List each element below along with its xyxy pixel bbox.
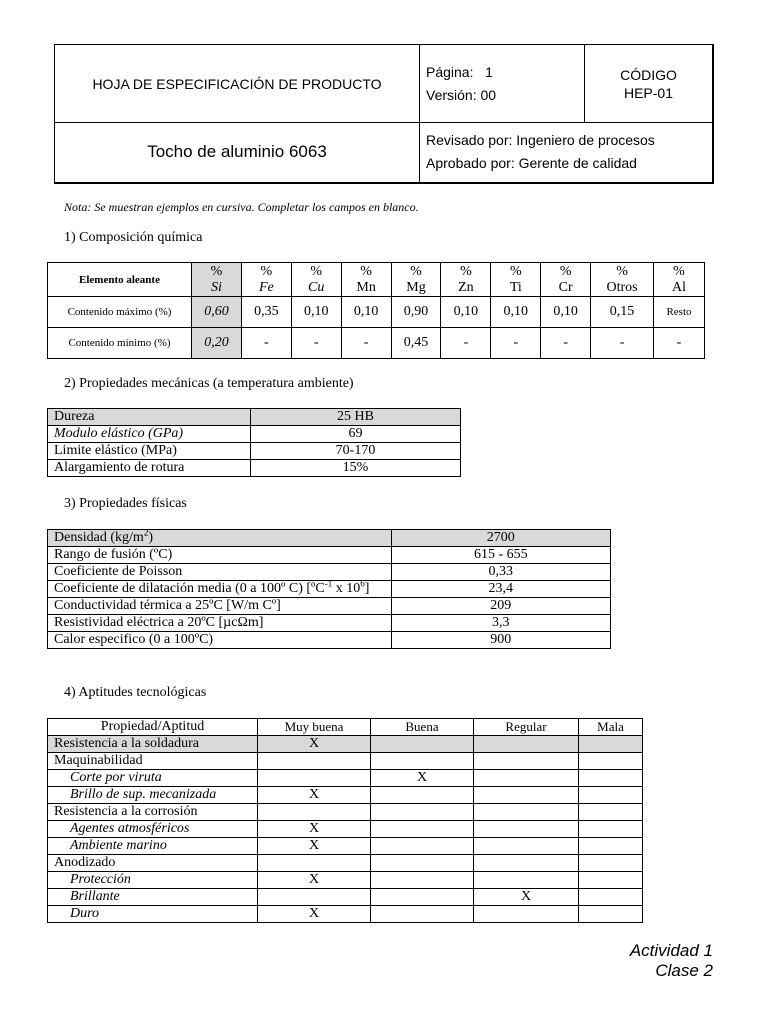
composition-table [47, 262, 705, 359]
mechanical-value: 69 [251, 426, 461, 443]
min-value-otros: - [591, 328, 654, 359]
physical-label: Densidad $(kg/m^2)$ [48, 530, 392, 547]
aptitude-mark: X [258, 736, 371, 753]
aptitude-mark [474, 855, 579, 872]
aptitude-label: Protección [48, 872, 258, 889]
aptitude-mark [371, 736, 474, 753]
aptitudes-header-cell: Mala [579, 719, 643, 736]
element-header-ti [491, 263, 541, 297]
aptitude-mark [579, 753, 643, 770]
min-value-mg: 0,45 [391, 328, 441, 359]
aptitude-mark [258, 753, 371, 770]
physical-value: 23,4 [391, 581, 610, 598]
element-symbol: Mn [356, 279, 376, 295]
aptitude-mark [579, 838, 643, 855]
physical-value: 615 - 655 [391, 547, 610, 564]
footer-activity: Actividad 1 [629, 941, 713, 960]
physical-row [48, 632, 611, 649]
element-header-otros [591, 263, 654, 297]
superscript: 2 [143, 527, 149, 538]
min-value-al: - [653, 328, 704, 359]
aptitude-label: Resistencia a la soldadura [48, 736, 258, 753]
max-value-cu: 0,10 [291, 297, 341, 328]
aptitudes-header-cell: Propiedad/Aptitud [48, 719, 258, 736]
aptitude-row [48, 872, 643, 889]
min-value-ti: - [491, 328, 541, 359]
min-value-cu: - [291, 328, 341, 359]
aptitude-label: Maquinabilidad [48, 753, 258, 770]
superscript: -1 [324, 578, 333, 589]
aptitude-mark [474, 838, 579, 855]
aptitude-mark [371, 821, 474, 838]
max-value-otros: 0,15 [591, 297, 654, 328]
physical-row [48, 598, 611, 615]
header-table [54, 44, 714, 184]
mechanical-label: Alargamiento de rotura [48, 460, 251, 477]
mechanical-label: Limite elástico (MPa) [48, 443, 251, 460]
aptitude-row [48, 821, 643, 838]
element-header-mg [391, 263, 441, 297]
mechanical-row [48, 460, 461, 477]
aptitude-mark: X [258, 872, 371, 889]
aptitudes-header-cell: Muy buena [258, 719, 371, 736]
physical-label: Coeficiente de dilatación media (0 a 100º C) [ºC$^{-1}$ x $10^6$] [48, 581, 392, 598]
note-text: Nota: Se muestran ejemplos en cursiva. Completar los campos en blanco. [64, 200, 419, 214]
aptitude-mark: X [371, 770, 474, 787]
aptitude-mark: X [258, 906, 371, 923]
physical-table [47, 529, 611, 649]
max-value-fe: 0,35 [241, 297, 291, 328]
aptitude-mark: X [258, 787, 371, 804]
min-value-cr: - [541, 328, 591, 359]
aptitudes-header-cell: Regular [474, 719, 579, 736]
aptitude-mark [474, 821, 579, 838]
aptitude-label: Brillo de sup. mecanizada [48, 787, 258, 804]
percent-sign: % [260, 263, 273, 279]
aptitudes-table [47, 718, 643, 923]
aptitude-row [48, 889, 643, 906]
percent-sign: % [460, 263, 472, 279]
physical-row [48, 547, 611, 564]
aptitudes-header-row [48, 719, 643, 736]
aptitude-mark [579, 787, 643, 804]
mechanical-label: Dureza [48, 409, 251, 426]
page-label: Página: [426, 63, 474, 80]
aptitudes-header-cell: Buena [371, 719, 474, 736]
physical-label: Resistividad eléctrica a 20ºC [µcΩm] [48, 615, 392, 632]
physical-value: 0,33 [391, 564, 610, 581]
review-cell [420, 123, 714, 183]
element-header-al [653, 263, 704, 297]
composition-header-label: Elemento aleante [48, 263, 192, 297]
mechanical-label: Modulo elástico (GPa) [48, 426, 251, 443]
physical-label: Rango de fusión (ºC) [48, 547, 392, 564]
aptitude-mark [474, 872, 579, 889]
document-title: HOJA DE ESPECIFICACIÓN DE PRODUCTO [55, 45, 420, 123]
max-value-zn: 0,10 [441, 297, 491, 328]
reviewed-by: Revisado por: Ingeniero de procesos [426, 132, 655, 149]
superscript: 6 [360, 578, 365, 589]
aptitude-row [48, 906, 643, 923]
percent-sign: % [559, 263, 572, 279]
aptitude-mark [371, 838, 474, 855]
aptitude-label: Resistencia a la corrosión [48, 804, 258, 821]
physical-label: Calor especifico (0 a 100ºC) [48, 632, 392, 649]
physical-row [48, 530, 611, 547]
version-label: Versión: 00 [426, 86, 497, 103]
element-header-si [192, 263, 242, 297]
aptitude-mark [371, 804, 474, 821]
aptitude-mark [474, 787, 579, 804]
max-value-al: Resto [653, 297, 704, 328]
physical-label: Conductividad térmica a 25ºC [W/m Cº] [48, 598, 392, 615]
percent-sign: % [310, 263, 323, 279]
aptitude-mark [474, 906, 579, 923]
min-value-si: 0,20 [192, 328, 242, 359]
max-value-cr: 0,10 [541, 297, 591, 328]
percent-sign: % [509, 263, 522, 279]
aptitude-mark [371, 855, 474, 872]
element-symbol: Si [211, 279, 222, 295]
mechanical-row [48, 426, 461, 443]
section-composition-title: 1) Composición química [64, 230, 203, 245]
aptitude-label: Corte por viruta [48, 770, 258, 787]
aptitude-mark [258, 804, 371, 821]
aptitude-mark [579, 770, 643, 787]
min-content-label: Contenido mínimo (%) [48, 328, 192, 359]
min-value-fe: - [241, 328, 291, 359]
mechanical-value: 15% [251, 460, 461, 477]
aptitude-mark [258, 770, 371, 787]
percent-sign: % [673, 263, 685, 279]
aptitude-row [48, 770, 643, 787]
element-header-fe [241, 263, 291, 297]
max-value-mg: 0,90 [391, 297, 441, 328]
aptitude-mark [371, 787, 474, 804]
mechanical-value: 25 HB [251, 409, 461, 426]
mechanical-table [47, 408, 461, 477]
aptitude-label: Agentes atmosféricos [48, 821, 258, 838]
aptitude-mark [579, 889, 643, 906]
physical-row [48, 581, 611, 598]
aptitude-row [48, 736, 643, 753]
aptitude-mark [579, 906, 643, 923]
aptitude-mark [371, 889, 474, 906]
element-symbol: Mg [406, 279, 426, 295]
aptitude-row [48, 804, 643, 821]
section-physical-title: 3) Propiedades físicas [64, 496, 187, 511]
element-symbol: Cr [558, 279, 573, 295]
mechanical-row [48, 409, 461, 426]
aptitude-label: Duro [48, 906, 258, 923]
product-name: Tocho de aluminio 6063 [55, 123, 420, 183]
aptitude-row [48, 787, 643, 804]
physical-label: Coeficiente de Poisson [48, 564, 392, 581]
physical-value: 209 [391, 598, 610, 615]
aptitude-mark: X [258, 838, 371, 855]
page-value: 1 [485, 63, 493, 80]
section-aptitudes-title: 4) Aptitudes tecnológicas [64, 685, 207, 700]
aptitude-label: Ambiente marino [48, 838, 258, 855]
aptitude-mark [258, 889, 371, 906]
max-content-label: Contenido máximo (%) [48, 297, 192, 328]
mechanical-value: 70-170 [251, 443, 461, 460]
aptitude-mark [579, 855, 643, 872]
code-label: CÓDIGO [620, 66, 677, 83]
aptitude-mark [474, 804, 579, 821]
aptitude-mark: X [258, 821, 371, 838]
aptitude-mark [474, 770, 579, 787]
element-symbol: Fe [258, 279, 274, 295]
physical-value: 3,3 [391, 615, 610, 632]
mechanical-row [48, 443, 461, 460]
aptitude-mark: X [474, 889, 579, 906]
aptitude-row [48, 855, 643, 872]
min-value-mn: - [341, 328, 391, 359]
element-header-mn [341, 263, 391, 297]
aptitude-mark [474, 736, 579, 753]
aptitude-mark [474, 753, 579, 770]
percent-sign: % [616, 263, 628, 279]
aptitude-row [48, 838, 643, 855]
aptitude-mark [579, 804, 643, 821]
percent-sign: % [360, 263, 372, 279]
element-symbol: Zn [458, 279, 474, 295]
aptitude-label: Anodizado [48, 855, 258, 872]
aptitude-mark [371, 872, 474, 889]
element-symbol: Al [671, 279, 686, 295]
physical-value: 2700 [391, 530, 610, 547]
element-header-cu [291, 263, 341, 297]
max-value-ti: 0,10 [491, 297, 541, 328]
aptitude-mark [579, 821, 643, 838]
code-cell [585, 45, 714, 123]
max-value-si: 0,60 [192, 297, 242, 328]
approved-by: Aprobado por: Gerente de calidad [426, 155, 637, 172]
element-header-cr [541, 263, 591, 297]
code-value: HEP-01 [623, 84, 674, 101]
aptitude-mark [258, 855, 371, 872]
aptitude-mark [371, 906, 474, 923]
aptitude-mark [579, 736, 643, 753]
aptitude-label: Brillante [48, 889, 258, 906]
max-value-mn: 0,10 [341, 297, 391, 328]
percent-sign: % [410, 263, 422, 279]
aptitude-mark [371, 753, 474, 770]
element-header-zn [441, 263, 491, 297]
physical-row [48, 615, 611, 632]
element-symbol: Otros [606, 279, 638, 295]
physical-value: 900 [391, 632, 610, 649]
percent-sign: % [210, 263, 223, 279]
footer-class: Clase 2 [655, 961, 713, 980]
page-version-cell [420, 45, 585, 123]
element-symbol: Cu [308, 279, 325, 295]
aptitude-row [48, 753, 643, 770]
min-value-zn: - [441, 328, 491, 359]
aptitude-mark [579, 872, 643, 889]
section-mechanical-title: 2) Propiedades mecánicas (a temperatura ambiente) [64, 376, 354, 391]
element-symbol: Ti [509, 279, 522, 295]
